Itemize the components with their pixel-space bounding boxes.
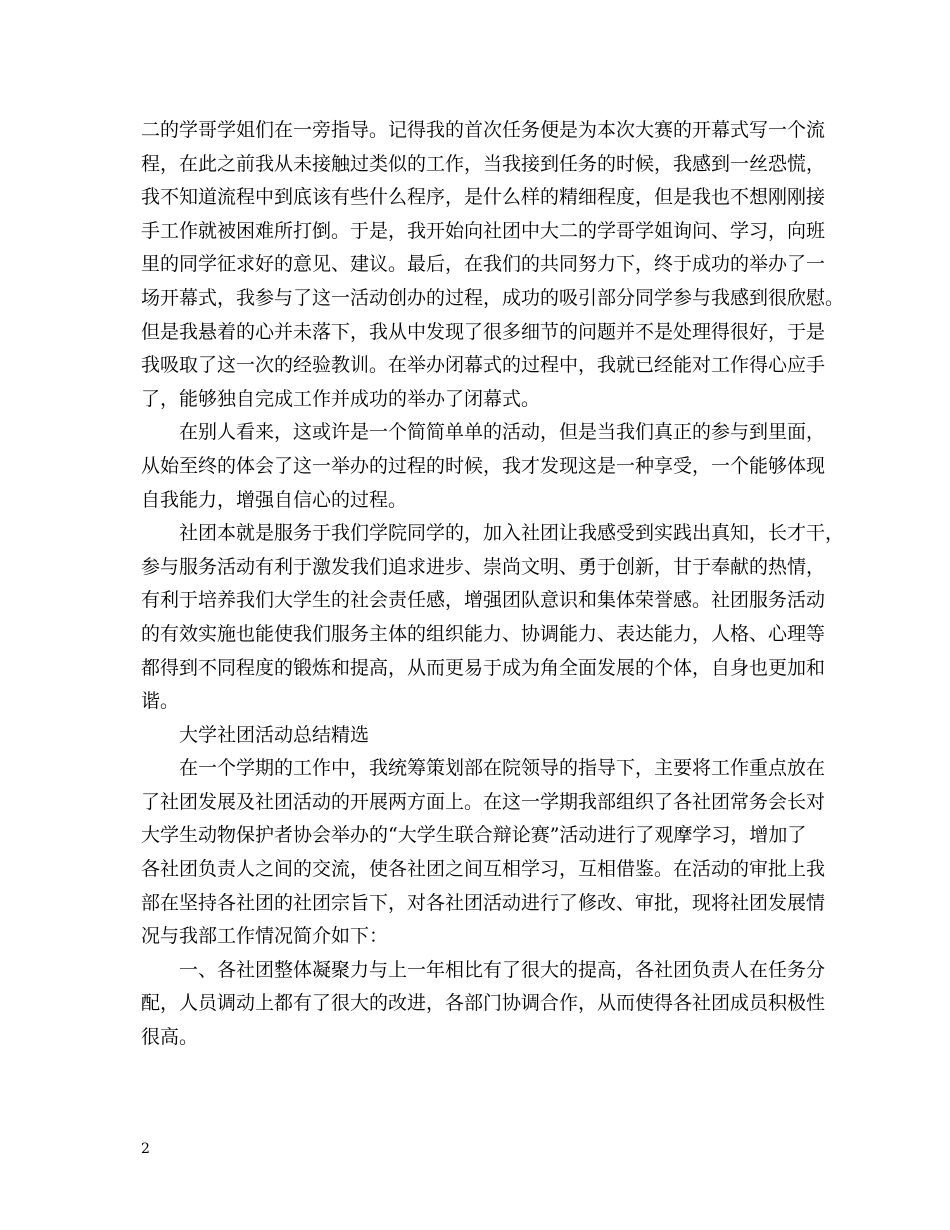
text-line: 各社团负责人之间的交流，使各社团之间互相学习，互相借鉴。在活动的审批上我 <box>141 858 826 881</box>
text-line: 但是我悬着的心并未落下，我从中发现了很多细节的问题并不是处理得很好，于是 <box>141 320 826 343</box>
text-line: 有利于培养我们大学生的社会责任感，增强团队意识和集体荣誉感。社团服务活动 <box>141 589 826 612</box>
body-text <box>141 114 845 1055</box>
text-line: 里的同学征求好的意见、建议。最后，在我们的共同努力下，终于成功的举办了一 <box>141 253 826 276</box>
paragraph-first-line: 社团本就是服务于我们学院同学的，加入社团让我感受到实践出真知，长才干， <box>179 522 845 545</box>
text-line: 我不知道流程中到底该有些什么程序，是什么样的精细程度，但是我也不想刚刚接 <box>141 186 826 209</box>
section-heading: 大学社团活动总结精选 <box>179 723 370 746</box>
text-line: 都得到不同程度的锻炼和提高，从而更易于成为角全面发展的个体，自身也更加和 <box>141 656 826 679</box>
text-line: 配，人员调动上都有了很大的改进，各部门协调合作，从而使得各社团成员积极性 <box>141 992 826 1015</box>
paragraph-first-line: 在别人看来，这或许是一个简简单单的活动，但是当我们真正的参与到里面， <box>179 421 826 444</box>
text-line: 手工作就被困难所打倒。于是，我开始向社团中大二的学哥学姐询问、学习，向班 <box>141 219 826 242</box>
text-line: 程，在此之前我从未接触过类似的工作，当我接到任务的时候，我感到一丝恐慌， <box>141 152 826 175</box>
text-line: 部在坚持各社团的社团宗旨下，对各社团活动进行了修改、审批，现将社团发展情 <box>141 891 826 914</box>
text-line: 自我能力，增强自信心的过程。 <box>141 488 408 511</box>
paragraph-first-line: 在一个学期的工作中，我统筹策划部在院领导的指导下，主要将工作重点放在 <box>179 757 826 780</box>
text-line: 了，能够独自完成工作并成功的举办了闭幕式。 <box>141 387 541 410</box>
text-line: 参与服务活动有利于激发我们追求进步、崇尚文明、勇于创新，甘于奉献的热情， <box>141 555 826 578</box>
text-line: 很高。 <box>141 1026 199 1049</box>
text-line: 从始至终的体会了这一举办的过程的时候，我才发现这是一种享受，一个能够体现 <box>141 454 826 477</box>
text-line: 了社团发展及社团活动的开展两方面上。在这一学期我部组织了各社团常务会长对 <box>141 790 826 813</box>
text-line: 我吸取了这一次的经验教训。在举办闭幕式的过程中，我就已经能对工作得心应手 <box>141 354 826 377</box>
text-line: 的有效实施也能使我们服务主体的组织能力、协调能力、表达能力，人格、心理等 <box>141 622 826 645</box>
paragraph-first-line: 一、各社团整体凝聚力与上一年相比有了很大的提高，各社团负责人在任务分 <box>179 958 826 981</box>
text-line: 二的学哥学姐们在一旁指导。记得我的首次任务便是为本次大赛的开幕式写一个流 <box>141 119 826 141</box>
text-line: 场开幕式，我参与了这一活动创办的过程，成功的吸引部分同学参与我感到很欣慰。 <box>141 286 845 309</box>
page-number: 2 <box>141 1141 150 1157</box>
text-line: 况与我部工作情况简介如下： <box>141 925 389 948</box>
text-line: 大学生动物保护者协会举办的“大学生联合辩论赛”活动进行了观摩学习，增加了 <box>141 824 807 847</box>
text-line: 谐。 <box>141 690 180 713</box>
